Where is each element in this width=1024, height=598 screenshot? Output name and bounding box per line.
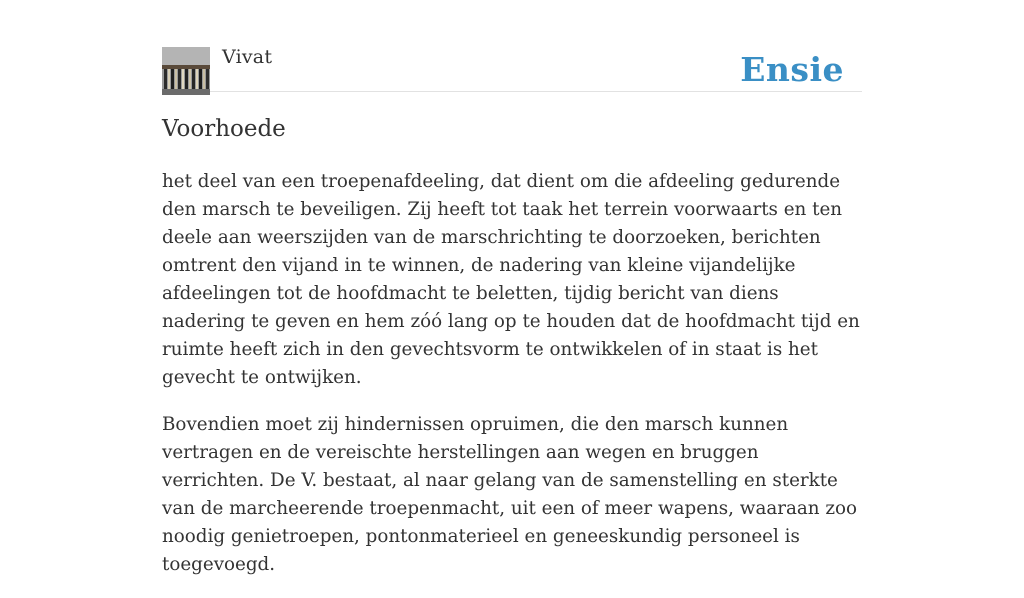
paragraph: Bovendien moet zij hindernissen opruimen, die den marsch kunnen vertragen en de vereischte herstellingen aan wegen en bruggen verrichten. De V. bestaat, al naar gelang van de samenstelling en sterkte van de marcheerende troepenmacht, uit een of meer wapens, waaraan zoo noodig genietroepen, pontonmaterieel en geneeskundig personeel is toegevoegd.	[162, 414, 858, 575]
page	[162, 0, 862, 575]
article-title: Voorhoede	[162, 116, 286, 142]
brand-logo[interactable]: Ensie	[740, 50, 844, 89]
paragraph: het deel van een troepenafdeeling, dat dient om die afdeeling gedurende den marsch te beveiligen. Zij heeft tot taak het terrein voorwaarts en ten deele aan weerszijden van de marschrichting te doorzoeken, berichten omtrent den vijand in te winnen, de nadering van kleine vijandelijke afdeelingen tot de hoofdmacht te beletten, tijdig bericht van diens nadering te geven en hem zóó lang op te houden dat de hoofdmacht tijd en ruimte heeft zich in den gevechtsvorm te ontwikkelen of in staat is het gevecht te ontwijken.	[162, 171, 860, 388]
article-body	[162, 168, 862, 598]
library-books-icon	[162, 47, 210, 95]
author-name[interactable]: Vivat	[222, 46, 273, 68]
author-avatar[interactable]	[162, 47, 210, 95]
header	[162, 0, 862, 92]
